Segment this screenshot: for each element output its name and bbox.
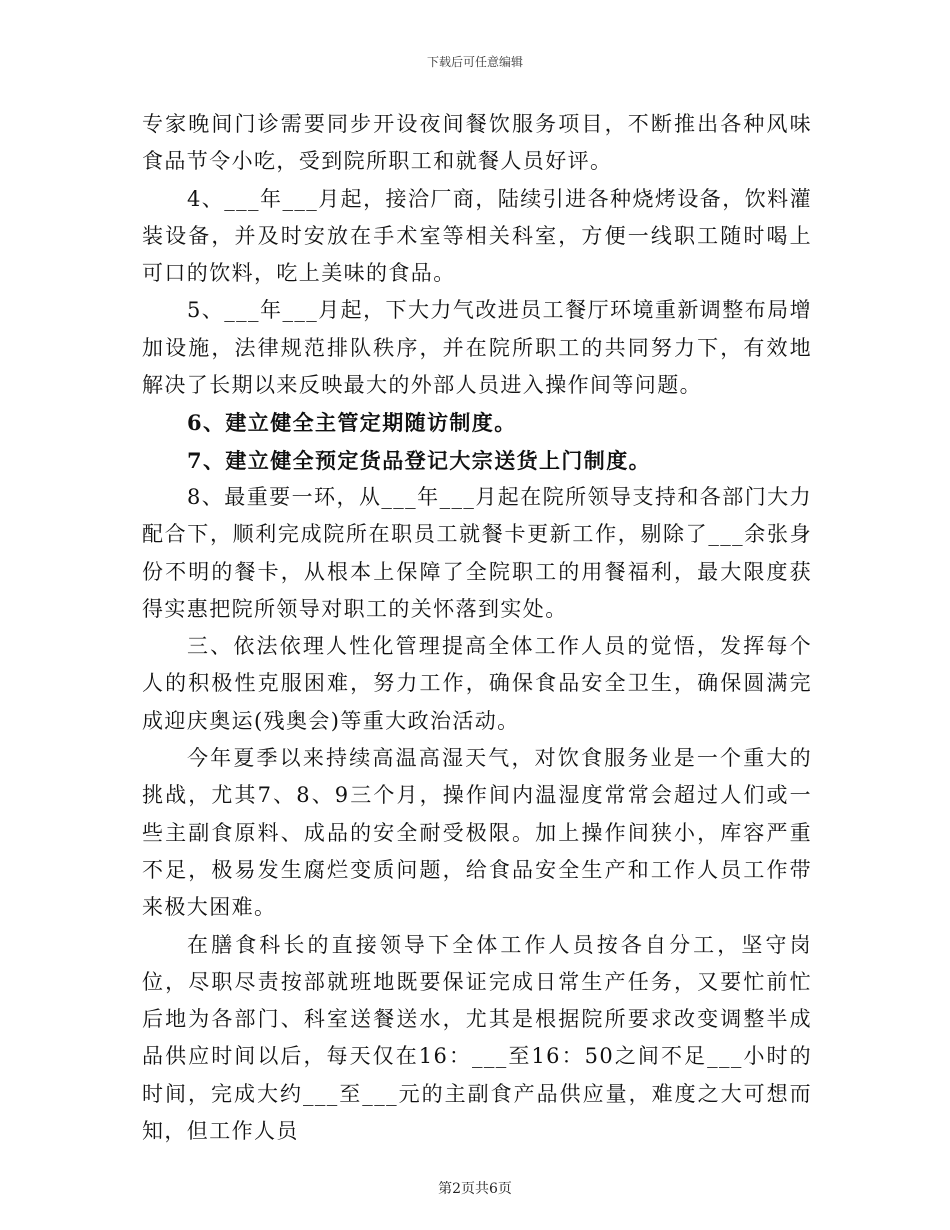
page-header: 下载后可任意编辑 (426, 55, 523, 69)
paragraph-4-bold: 6、建立健全主管定期随访制度。 (187, 410, 517, 436)
paragraph-1: 专家晚间门诊需要同步开设夜间餐饮服务项目，不断推出各种风味食品节令小吃，受到院所职工和就餐人员好评。 (142, 112, 812, 174)
paragraph-3: 5、___年___月起，下大力气改进员工餐厅环境重新调整布局增加设施，法律规范排队秩序，并在院所职工的共同努力下，有效地解决了长期以来反映最大的外部人员进入操作间等问题。 (142, 298, 812, 398)
page-footer: 第2页共6页 (438, 1181, 512, 1197)
paragraph-9: 在膳食科长的直接领导下全体工作人员按各自分工，坚守岗位，尽职尽责按部就班地既要保证完成日常生产任务，又要忙前忙后地为各部门、科室送餐送水，尤其是根据院所要求改变调整半成品供应时间以后，每天仅在16：___至16：50之间不足___小时的时间，完成大约___至___元的主副食产品供应量，难度之大可想而知，但工作人员 (142, 932, 812, 1144)
document-body (142, 106, 812, 1150)
paragraph-2: 4、___年___月起，接洽厂商，陆续引进各种烧烤设备，饮料灌装设备，并及时安放在手术室等相关科室，方便一线职工随时喝上可口的饮料，吃上美味的食品。 (142, 186, 812, 286)
paragraph-6: 8、最重要一环，从___年___月起在院所领导支持和各部门大力配合下，顺利完成院所在职员工就餐卡更新工作，剔除了___余张身份不明的餐卡，从根本上保障了全院职工的用餐福利，最大限度获得实惠把院所领导对职工的关怀落到实处。 (142, 484, 812, 621)
paragraph-7: 三、依法依理人性化管理提高全体工作人员的觉悟，发挥每个人的积极性克服困难，努力工作，确保食品安全卫生，确保圆满完成迎庆奥运(残奥会)等重大政治活动。 (142, 634, 812, 733)
paragraph-8: 今年夏季以来持续高温高湿天气，对饮食服务业是一个重大的挑战，尤其7、8、9三个月，操作间内温湿度常常会超过人们或一些主副食原料、成品的安全耐受极限。加上操作间狭小，库容严重不足，极易发生腐烂变质问题，给食品安全生产和工作人员工作带来极大困难。 (142, 746, 812, 920)
paragraph-5-bold: 7、建立健全预定货品登记大宗送货上门制度。 (187, 447, 652, 473)
